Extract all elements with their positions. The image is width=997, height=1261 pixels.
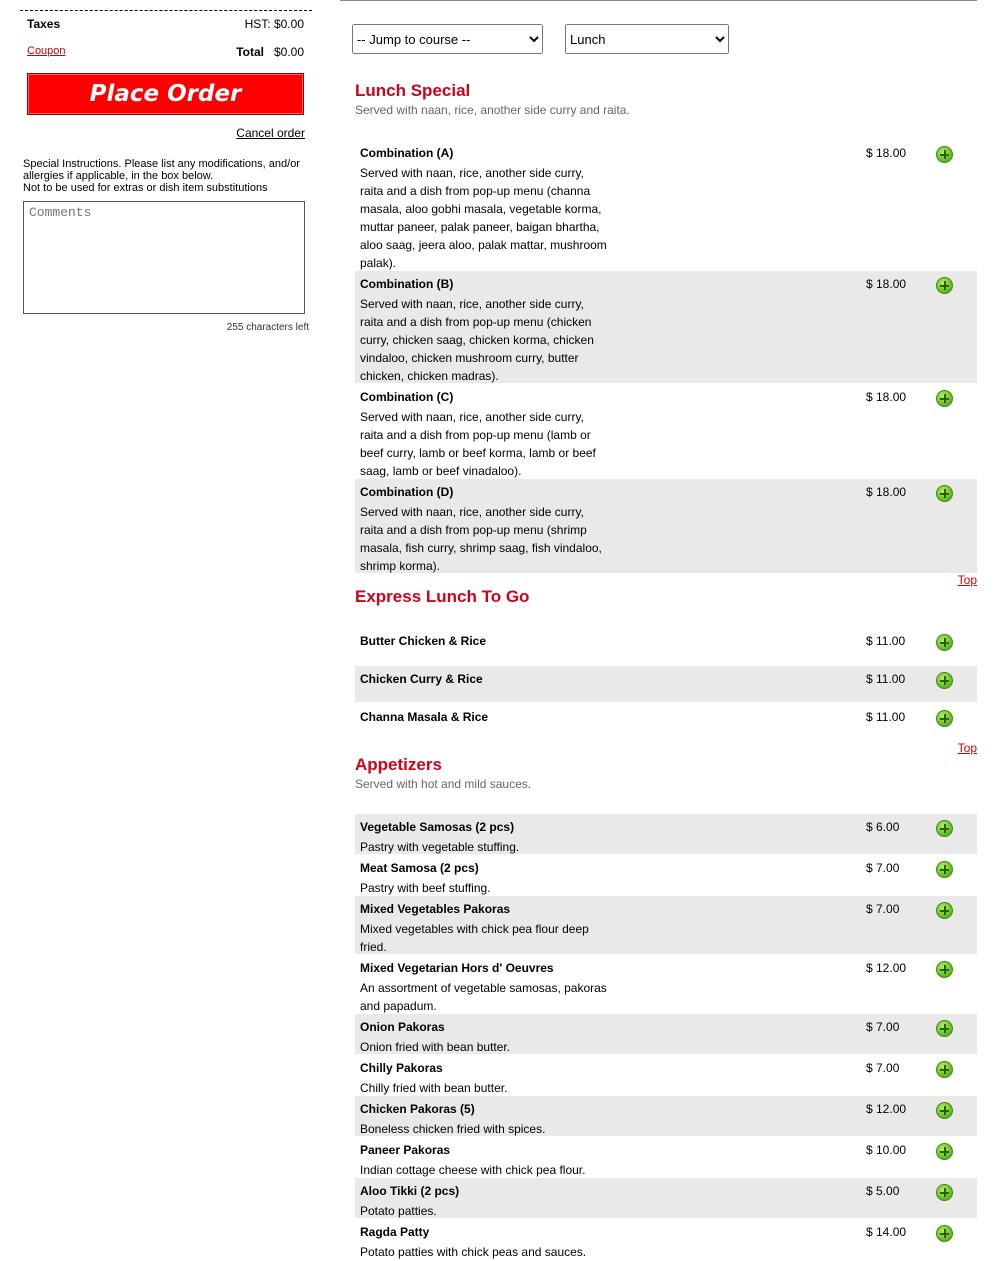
add-item-icon[interactable] [936,634,953,651]
add-item-icon[interactable] [936,146,953,163]
taxes-label: Taxes [27,17,61,31]
item-description: Pastry with beef stuffing. [360,881,491,895]
item-name: Chicken Pakoras (5) [360,1102,475,1116]
menu-item [355,1055,977,1095]
add-item-icon[interactable] [936,1184,953,1201]
item-name: Vegetable Samosas (2 pcs) [360,820,515,834]
item-description: Potato patties with chick peas and sauces. [360,1245,587,1259]
category-title: Lunch Special [355,81,471,100]
item-description: Potato patties. [360,1204,437,1218]
back-to-top-link[interactable]: Top [957,573,977,587]
item-description: Served with naan, rice, another side curry, raita and a dish from pop-up menu (channa masala, aloo gobhi masala, vegetable korma, muttar paneer, palak paneer, baigan bhartha, aloo saag, jeera aloo, palak mattar, mushroom palak). [360,166,607,270]
add-item-icon[interactable] [936,961,953,978]
add-item-icon[interactable] [936,1225,953,1242]
item-price: $ 12.00 [866,961,907,975]
item-name: Chilly Pakoras [360,1061,443,1075]
add-item-icon[interactable] [936,710,953,727]
menu-top-divider [340,0,977,1]
coupon-link[interactable]: Coupon [27,45,66,57]
item-description: Served with naan, rice, another side curry, raita and a dish from pop-up menu (lamb or beef curry, lamb or beef korma, lamb or beef saag, lamb or beef vinadaloo). [360,410,596,478]
menu-item [355,628,977,664]
total-value: $0.00 [273,45,304,59]
menu-item [355,1137,977,1177]
item-name: Butter Chicken & Rice [360,634,487,648]
item-description: An assortment of vegetable samosas, pakoras and papadum. [360,981,607,1013]
add-item-icon[interactable] [936,1020,953,1037]
meal-period-select[interactable] [565,24,729,54]
item-price: $ 11.00 [866,710,906,724]
menu-item [355,955,977,1013]
back-to-top-link[interactable]: Top [957,741,977,755]
item-price: $ 7.00 [866,1020,900,1034]
item-price: $ 7.00 [866,1061,900,1075]
item-name: Onion Pakoras [360,1020,445,1034]
item-price: $ 18.00 [866,390,907,404]
cancel-order-link[interactable]: Cancel order [236,126,305,140]
item-price: $ 18.00 [866,146,907,160]
item-price: $ 7.00 [866,902,900,916]
item-name: Channa Masala & Rice [360,710,489,724]
jump-to-course-select[interactable] [352,24,543,54]
item-name: Mixed Vegetarian Hors d' Oeuvres [360,961,554,975]
item-name: Mixed Vegetables Pakoras [360,902,511,916]
total-row [20,39,312,67]
item-name: Paneer Pakoras [360,1143,451,1157]
category-title: Appetizers [355,755,442,774]
item-price: $ 5.00 [866,1184,900,1198]
comments-textarea[interactable] [23,201,305,314]
item-price: $ 12.00 [866,1102,907,1116]
menu-item [355,814,977,854]
item-description: Indian cottage cheese with chick pea flour. [360,1163,586,1177]
item-price: $ 18.00 [866,485,907,499]
item-name: Meat Samosa (2 pcs) [360,861,479,875]
menu-item [355,896,977,954]
item-description: Onion fried with bean butter. [360,1040,511,1054]
item-name: Chicken Curry & Rice [360,672,483,686]
item-description: Served with naan, rice, another side curry, raita and a dish from pop-up menu (chicken curry, chicken saag, chicken korma, chicken vindaloo, chicken mushroom curry, butter chicken, chicken madras). [360,297,594,383]
menu-item [355,855,977,895]
category-title: Express Lunch To Go [355,587,530,606]
item-name: Ragda Patty [360,1225,430,1239]
item-price: $ 14.00 [866,1225,907,1239]
instructions-note: Not to be used for extras or dish item substitutions [23,182,268,194]
menu-item [355,704,977,740]
item-name: Aloo Tikki (2 pcs) [360,1184,460,1198]
item-price: $ 7.00 [866,861,900,875]
menu-item [355,666,977,702]
item-name: Combination (B) [360,277,454,291]
item-name: Combination (A) [360,146,454,160]
menu-item [355,1219,977,1259]
menu-item [355,1096,977,1136]
item-name: Combination (D) [360,485,454,499]
order-summary-panel [20,0,312,333]
category-description: Served with naan, rice, another side curry and raita. [355,103,630,117]
menu-item [355,1178,977,1218]
item-description: Chilly fried with bean butter. [360,1081,508,1095]
taxes-value: HST: $0.00 [244,17,304,31]
instructions-text: Special Instructions. Please list any modifications, and/or allergies if applicable, in the box below. [23,158,300,182]
item-price: $ 11.00 [866,634,906,648]
menu-item [355,140,977,270]
menu-item [355,1014,977,1054]
add-item-icon[interactable] [936,1143,953,1160]
add-item-icon[interactable] [936,277,953,294]
item-description: Boneless chicken fried with spices. [360,1122,546,1136]
menu-item [355,479,977,573]
total-label: Total [236,45,264,59]
add-item-icon[interactable] [936,820,953,837]
item-price: $ 10.00 [866,1143,907,1157]
item-price: $ 18.00 [866,277,907,291]
place-order-button[interactable]: Place Order [27,73,304,115]
item-description: Mixed vegetables with chick pea flour deep fried. [360,922,589,954]
category-description: Served with hot and mild sauces. [355,777,532,791]
item-price: $ 11.00 [866,672,906,686]
special-instructions [23,158,313,194]
add-item-icon[interactable] [936,861,953,878]
add-item-icon[interactable] [936,1061,953,1078]
taxes-row [20,11,312,39]
add-item-icon[interactable] [936,485,953,502]
add-item-icon[interactable] [936,672,953,689]
menu-item [355,384,977,478]
add-item-icon[interactable] [936,902,953,919]
menu-item [355,271,977,383]
menu-panel [340,0,977,1259]
characters-left: 255 characters left [226,322,309,333]
item-description: Served with naan, rice, another side curry, raita and a dish from pop-up menu (shrimp masala, fish curry, shrimp saag, fish vindaloo, shrimp korma). [360,505,602,573]
item-price: $ 6.00 [866,820,900,834]
item-description: Pastry with vegetable stuffing. [360,840,520,854]
item-name: Combination (C) [360,390,454,404]
add-item-icon[interactable] [936,390,953,407]
add-item-icon[interactable] [936,1102,953,1119]
